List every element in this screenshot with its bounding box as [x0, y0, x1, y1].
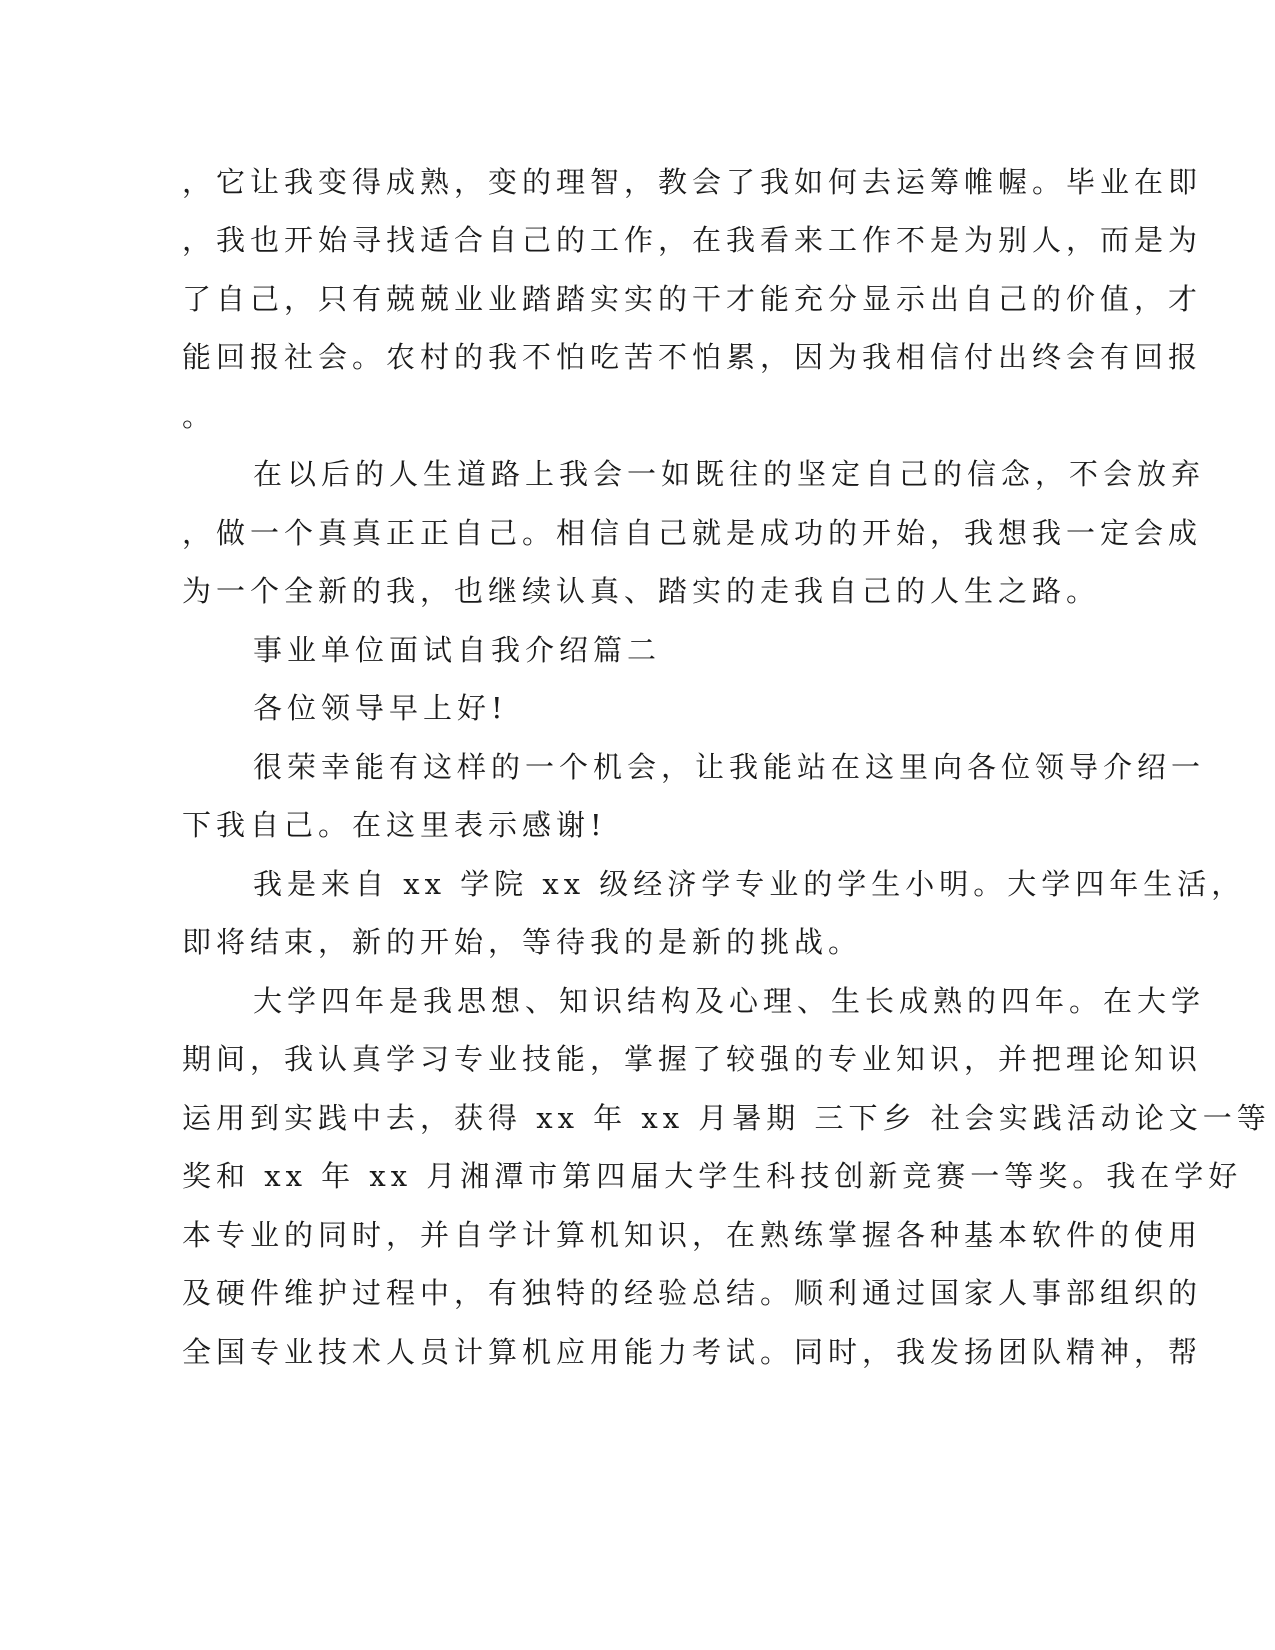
text-line: 为一个全新的我，也继续认真、踏实的走我自己的人生之路。 [182, 574, 1101, 608]
text-line: 期间，我认真学习专业技能，掌握了较强的专业知识，并把理论知识 [182, 1042, 1203, 1076]
text-line: 本专业的同时，并自学计算机知识，在熟练掌握各种基本软件的使用 [182, 1218, 1203, 1252]
text-line: 了自己，只有兢兢业业踏踏实实的干才能充分显示出自己的价值，才 [182, 282, 1203, 316]
greeting-line: 各位领导早上好! [253, 691, 508, 725]
paragraph-first-line: 在以后的人生道路上我会一如既往的坚定自己的信念，不会放弃 [253, 457, 1206, 491]
text-line: 全国专业技术人员计算机应用能力考试。同时，我发扬团队精神，帮 [182, 1335, 1203, 1369]
text-line: 及硬件维护过程中，有独特的经验总结。顺利通过国家人事部组织的 [182, 1276, 1203, 1310]
text-line: ，它让我变得成熟，变的理智，教会了我如何去运筹帷幄。毕业在即 [182, 165, 1203, 199]
text-line: 运用到实践中去，获得 xx 年 xx 月暑期 三下乡 社会实践活动论文一等 [182, 1101, 1271, 1135]
text-line: ，我也开始寻找适合自己的工作，在我看来工作不是为别人，而是为 [182, 223, 1203, 257]
text-line: 奖和 xx 年 xx 月湘潭市第四届大学生科技创新竞赛一等奖。我在学好 [182, 1159, 1243, 1193]
text-line: 。 [182, 399, 217, 433]
text-line: 下我自己。在这里表示感谢! [182, 808, 607, 842]
paragraph-first-line: 我是来自 xx 学院 xx 级经济学专业的学生小明。大学四年生活， [253, 867, 1246, 901]
paragraph-first-line: 很荣幸能有这样的一个机会，让我能站在这里向各位领导介绍一 [253, 750, 1206, 784]
text-line: ，做一个真真正正自己。相信自己就是成功的开始，我想我一定会成 [182, 516, 1203, 550]
section-heading: 事业单位面试自我介绍篇二 [253, 633, 662, 667]
text-line: 能回报社会。农村的我不怕吃苦不怕累，因为我相信付出终会有回报 [182, 340, 1203, 374]
paragraph-first-line: 大学四年是我思想、知识结构及心理、生长成熟的四年。在大学 [253, 984, 1206, 1018]
text-line: 即将结束，新的开始，等待我的是新的挑战。 [182, 925, 863, 959]
